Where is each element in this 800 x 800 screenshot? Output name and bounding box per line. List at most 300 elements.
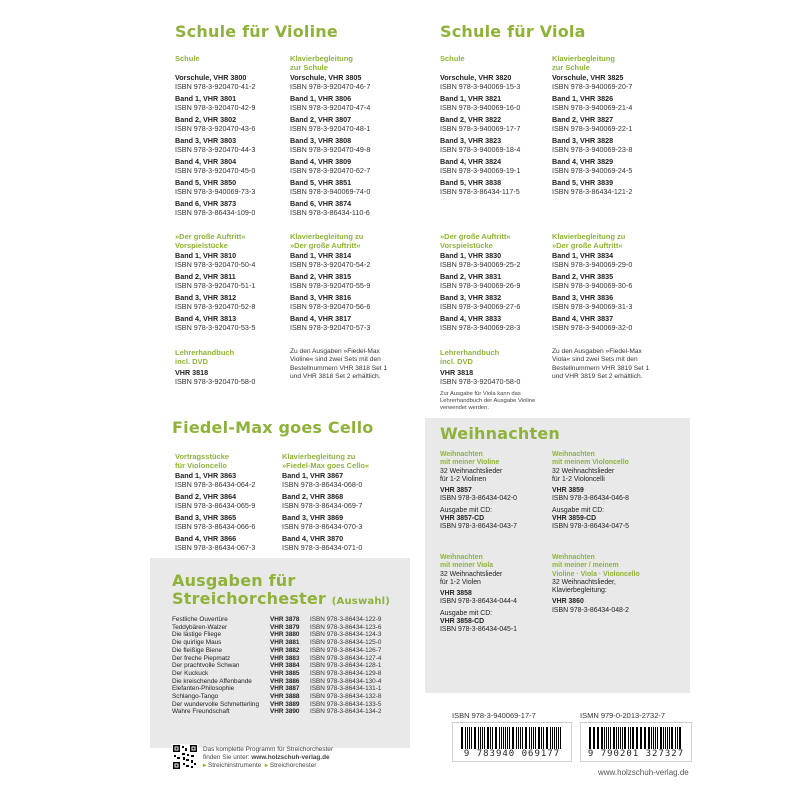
item-title: Band 4, VHR 3866 [175,533,237,543]
orchester-vhr-cell: VHR 3882 [270,646,300,654]
list-item [290,95,370,112]
barcode-bar [469,727,470,749]
item-isbn: ISBN 978-3-940069-30-6 [552,280,633,290]
item-title: Band 3, VHR 3823 [440,135,502,145]
barcode-bar [593,727,594,749]
barcode-bar [554,727,555,749]
item-title: Band 4, VHR 3870 [282,533,344,543]
orchester-vhr-cell: VHR 3881 [270,639,300,647]
orchester-isbn-cell: ISBN 978-3-86434-134-2 [310,708,382,716]
barcode-bar [513,727,514,749]
list-item [282,535,362,552]
orchester-isbn-cell: ISBN 978-3-86434-128-1 [310,662,382,670]
item-title: Band 3, VHR 3812 [175,292,237,302]
item-title: Band 3, VHR 3816 [290,292,352,302]
list-item [175,158,255,175]
list-item [282,493,362,510]
footer-url-link[interactable]: www.holzschuh-verlag.de [251,754,330,761]
item-isbn: ISBN 978-3-920470-45-0 [175,165,256,175]
barcode-bar [533,727,534,749]
orchester-vhr-cell: VHR 3885 [270,669,300,677]
arrow-icon: ▸ [203,762,207,769]
list-item [175,514,255,531]
link-streichorchester[interactable]: Streichorchester [269,762,317,769]
orchester-title-cell: Der freche Piepmatz [172,654,231,662]
item-title: Band 5, VHR 3850 [175,177,237,187]
item-title: Band 1, VHR 3826 [552,93,614,103]
orchester-isbn-cell: ISBN 978-3-86434-127-4 [310,654,382,662]
barcode-bar [488,727,489,749]
item-isbn: ISBN 978-3-940069-17-7 [440,123,521,133]
list-item [552,95,632,112]
orchester-title-cell: Festliche Ouvertüre [172,616,228,623]
orchester-footer: Das komplette Programm für Streichorchester finden Sie unter: www.holzschuh-verlag.de ▸ Streichinstrumente ▸ Streichorchester [203,746,333,769]
barcode-bar [507,727,508,749]
viola-lehrer-header: Lehrerhandbuch incl. DVD [440,348,500,366]
orchester-isbn-cell: ISBN 978-3-86434-125-0 [310,639,382,647]
list-item [440,158,520,175]
orchester-vhr-cell: VHR 3890 [270,708,300,716]
item-isbn: ISBN 978-3-920470-44-3 [175,144,256,154]
item-isbn: ISBN 978-3-86434-117-5 [440,186,520,196]
item-title: Band 1, VHR 3863 [175,471,237,480]
item-isbn: ISBN 978-3-86434-068-0 [282,479,363,489]
item-title: Band 4, VHR 3809 [290,156,352,166]
item-isbn: ISBN 978-3-940069-31-3 [552,301,633,311]
orchester-isbn-cell: ISBN 978-3-86434-129-8 [310,669,382,677]
table-row [172,701,381,709]
barcode-bar [503,727,504,749]
barcode-bar [520,727,521,749]
item-isbn: ISBN 978-3-86434-071-0 [282,542,363,552]
item-isbn: ISBN 978-3-940069-15-3 [440,81,521,91]
item-isbn: ISBN 978-3-920470-51-1 [175,280,256,290]
item-title: Band 3, VHR 3808 [290,135,352,145]
viola-auftritt-header: »Der große Auftritt« Vorspielstücke [440,232,511,250]
barcode-bar [529,727,530,749]
viola-schule-list [440,74,520,200]
orchester-vhr-cell: VHR 3883 [270,654,300,662]
table-row [172,631,381,639]
table-row [172,616,381,624]
item-isbn: ISBN 978-3-86434-064-2 [175,479,256,489]
item-isbn: ISBN 978-3-940069-22-1 [552,123,633,133]
barcode-bar [516,727,517,749]
barcode-bar [610,727,611,749]
table-row [172,624,381,632]
item-isbn: ISBN 978-3-920470-52-8 [175,301,256,311]
viola-lehrer: VHR 3818 ISBN 978-3-920470-58-0 [440,368,521,386]
list-item [282,472,362,489]
orchester-title-cell: Elefanten-Philosophie [172,685,235,693]
barcode-bar [526,727,527,749]
cello-kb-header: Klavierbegleitung zu »Fiedel-Max goes Cello« [282,452,370,470]
item-isbn: ISBN 978-3-86434-109-0 [175,207,256,217]
website-link[interactable]: www.holzschuh-verlag.de [598,768,689,777]
barcode-bar [552,727,553,749]
barcode-bar [669,727,670,749]
barcode-bar [495,727,496,749]
list-item [552,74,632,91]
barcode-bar [478,727,479,749]
violine-kb-list [290,74,370,221]
list-item [440,116,520,133]
list-item [290,294,370,311]
item-isbn: ISBN 978-3-86434-065-9 [175,500,256,510]
violine-schule-list [175,74,255,221]
orchester-isbn-cell: ISBN 978-3-86434-123-6 [310,623,382,631]
ismn-barcode-bars [589,727,683,749]
item-title: Band 2, VHR 3802 [175,114,237,124]
list-item [552,158,632,175]
orchester-title-cell: Wahre Freundschaft [172,708,230,716]
list-item [552,116,632,133]
item-title: Vorschule, VHR 3805 [290,73,362,82]
viola-note: Zu den Ausgaben »Fiedel-Max Viola« sind zwei Sets mit den Bestellnummern VHR 3819 Set 1 und VHR 3819 Set 2 erhältlich. [552,348,650,381]
item-title: Band 3, VHR 3869 [282,512,344,522]
barcode-bar [496,727,497,749]
isbn-barcode [452,722,572,762]
list-item [440,315,520,332]
qr-code[interactable] [172,744,198,770]
item-isbn: ISBN 978-3-920470-42-9 [175,102,256,112]
barcode-bar [628,727,629,749]
orchester-title-cell: Die fleißige Biene [172,646,223,654]
item-isbn: ISBN 978-3-86434-069-7 [282,500,363,510]
orchester-isbn-cell: ISBN 978-3-86434-132-8 [310,693,382,701]
item-title: Vorschule, VHR 3800 [175,73,247,82]
item-isbn: ISBN 978-3-940069-73-3 [175,186,256,196]
orchester-isbn-cell: ISBN 978-3-86434-122-9 [310,616,382,623]
list-item [290,137,370,154]
orchester-title-cell: Schlango-Tango [172,693,219,701]
item-title: Band 4, VHR 3824 [440,156,502,166]
item-isbn: ISBN 978-3-86434-110-6 [290,207,370,217]
item-title: Band 1, VHR 3806 [290,93,352,103]
item-title: Band 5, VHR 3851 [290,177,352,187]
item-isbn: ISBN 978-3-940069-28-3 [440,322,521,332]
list-item [175,200,255,217]
list-item [175,294,255,311]
item-title: Band 2, VHR 3827 [552,114,614,124]
orchester-title-cell: Die kreischende Affenbande [172,677,252,685]
barcode-bar [484,727,485,749]
barcode-bar [482,727,483,749]
item-title: Band 3, VHR 3803 [175,135,237,145]
item-isbn: ISBN 978-3-940069-29-0 [552,259,633,269]
orchester-isbn-cell: ISBN 978-3-86434-133-5 [310,700,382,708]
orchester-vhr-cell: VHR 3886 [270,677,300,685]
orchester-vhr-cell: VHR 3880 [270,631,300,639]
barcode-bar [558,727,559,749]
violine-note: Zu den Ausgaben »Fiedel-Max Violine« sind zwei Sets mit den Bestellnummern VHR 3818 Set 1 und VHR 3818 Set 2 erhältlich. [290,348,388,381]
item-isbn: ISBN 978-3-940069-74-0 [290,186,371,196]
orchester-title-cell: Der wundervolle Schmetterling [172,700,260,708]
item-isbn: ISBN 978-3-920470-48-1 [290,123,371,133]
item-title: Band 4, VHR 3837 [552,313,614,323]
list-item [552,273,632,290]
item-title: Band 6, VHR 3873 [175,198,237,208]
ismn-barcode [580,722,692,762]
item-isbn: ISBN 978-3-940069-25-2 [440,259,521,269]
violine-auftritt-kb-list [290,252,370,336]
item-isbn: ISBN 978-3-920470-55-9 [290,280,371,290]
item-isbn: ISBN 978-3-86434-121-2 [552,186,633,196]
item-title: Vorschule, VHR 3820 [440,73,512,82]
barcode-bar [465,727,466,749]
orchester-title-cell: Die lästige Fliege [172,631,222,639]
item-isbn: ISBN 978-3-940069-23-8 [552,144,633,154]
barcode-bar [622,727,623,749]
item-isbn: ISBN 978-3-940069-19-1 [440,165,521,175]
orchester-isbn-cell: ISBN 978-3-86434-131-1 [310,685,382,693]
list-item [440,95,520,112]
orchester-title-cell: Der Kuckuck [172,669,209,677]
barcode-bar [663,727,664,749]
barcode-bar [680,727,681,749]
list-item [552,179,632,196]
orchester-isbn-cell: ISBN 978-3-86434-126-7 [310,646,382,654]
list-item [175,273,255,290]
list-item [175,252,255,269]
table-row [172,685,381,693]
list-item [552,315,632,332]
item-title: Band 3, VHR 3828 [552,135,614,145]
weihnachten-title: Weihnachten [440,424,560,443]
list-item [552,252,632,269]
item-title: Band 1, VHR 3821 [440,93,502,103]
orchester-vhr-cell: VHR 3888 [270,693,300,701]
list-item [440,137,520,154]
list-item [175,315,255,332]
item-title: Band 1, VHR 3814 [290,251,352,260]
list-item [440,273,520,290]
list-item [552,294,632,311]
list-item [282,514,362,531]
violine-auftritt-kb-header: Klavierbegleitung zu »Der große Auftritt« [290,232,364,250]
table-row [172,662,381,670]
list-item [175,472,255,489]
item-title: Band 5, VHR 3839 [552,177,614,187]
orchester-vhr-cell: VHR 3887 [270,685,300,693]
table-row [172,678,381,686]
item-title: Band 6, VHR 3874 [290,198,352,208]
item-title: Band 2, VHR 3835 [552,271,614,281]
ismn-label: ISMN 979-0-2013-2732-7 [580,711,666,720]
barcode-bar [541,727,542,749]
barcode-bar [471,727,472,749]
list-item [175,137,255,154]
item-title: Band 3, VHR 3865 [175,512,237,522]
list-item [440,252,520,269]
viola-title: Schule für Viola [440,22,586,41]
orchester-vhr-cell: VHR 3884 [270,662,300,670]
barcode-bar [560,727,561,749]
orchester-title: Ausgaben für Streichorchester (Auswahl) [172,571,391,608]
item-title: Band 3, VHR 3836 [552,292,614,302]
barcode-bar [547,727,548,749]
item-isbn: ISBN 978-3-920470-57-3 [290,322,371,332]
item-isbn: ISBN 978-3-920470-49-8 [290,144,371,154]
item-title: Band 2, VHR 3831 [440,271,502,281]
table-row [172,693,381,701]
list-item [290,158,370,175]
table-row [172,670,381,678]
item-title: Band 4, VHR 3804 [175,156,237,166]
list-item [552,137,632,154]
barcode-bar [462,727,463,749]
list-item [290,179,370,196]
item-isbn: ISBN 978-3-920470-62-7 [290,165,371,175]
item-isbn: ISBN 978-3-920470-50-4 [175,259,256,269]
list-item [290,116,370,133]
orchester-vhr-cell: VHR 3878 [270,616,300,623]
barcode-bar [640,727,641,749]
barcode-bar [490,727,491,749]
orchester-title-cell: Die quirlige Maus [172,639,222,647]
viola-kb-list [552,74,632,200]
item-title: Band 1, VHR 3830 [440,251,502,260]
barcode-bar [604,727,605,749]
viola-auftritt-kb-header: Klavierbegleitung zu »Der große Auftritt« [552,232,626,250]
cello-vortrag-header: Vortragsstücke für Violoncello [175,452,230,470]
item-isbn: ISBN 978-3-940069-32-0 [552,322,633,332]
item-title: Band 4, VHR 3817 [290,313,352,323]
item-title: Band 2, VHR 3868 [282,491,344,501]
barcode-bar [657,727,658,749]
item-isbn: ISBN 978-3-940069-16-0 [440,102,521,112]
barcode-bar [509,727,510,749]
ismn-barcode-digits: 9 790201 327327 [587,749,685,759]
item-title: Band 2, VHR 3811 [175,271,236,281]
item-isbn: ISBN 978-3-920470-47-4 [290,102,371,112]
list-item [440,179,520,196]
list-item [175,179,255,196]
item-isbn: ISBN 978-3-940069-24-5 [552,165,633,175]
arrow-icon: ▸ [264,762,269,769]
table-row [172,647,381,655]
list-item [440,74,520,91]
orchester-isbn-cell: ISBN 978-3-86434-130-4 [310,677,382,685]
item-isbn: ISBN 978-3-920470-56-6 [290,301,371,311]
item-title: Band 5, VHR 3838 [440,177,502,187]
weihnachten-violine: Weihnachten mit meiner Violine 32 Weihnachtslieder für 1-2 Violinen VHR 3857 ISBN 978-3-86434-042-0 Ausgabe mit CD: VHR 3857-CD ISBN 978-3-86434-043-7 [440,451,517,531]
item-title: Band 4, VHR 3833 [440,313,502,323]
viola-lehrer-note: Zur Ausgabe für Viola kann das Lehrerhandbuch der Ausgabe Violine verwendet werden. [440,391,536,411]
barcode-bar [616,727,617,749]
item-isbn: ISBN 978-3-940069-21-4 [552,102,633,112]
item-title: Band 2, VHR 3822 [440,114,502,124]
item-isbn: ISBN 978-3-940069-20-7 [552,81,633,91]
item-isbn: ISBN 978-3-920470-46-7 [290,81,371,91]
item-title: Band 2, VHR 3815 [290,271,352,281]
violine-auftritt-header: »Der große Auftritt« Vorspielstücke [175,232,246,250]
item-isbn: ISBN 978-3-86434-066-6 [175,521,256,531]
barcode-bar [675,727,676,749]
item-title: Band 4, VHR 3813 [175,313,237,323]
barcode-bar [598,727,599,749]
barcode-bar [475,727,476,749]
item-title: Band 2, VHR 3864 [175,491,237,501]
orchester-title-cell: Der prachtvolle Schwan [172,662,240,670]
item-isbn: ISBN 978-3-940069-27-6 [440,301,521,311]
list-item [175,535,255,552]
isbn-barcode-bars [461,727,563,749]
cello-title: Fiedel-Max goes Cello [172,418,374,437]
item-title: Band 1, VHR 3834 [552,251,614,260]
list-item [175,95,255,112]
barcode-bar [546,727,547,749]
link-streichinstrumente[interactable]: Streichinstrumente [208,762,262,769]
item-title: Band 2, VHR 3807 [290,114,352,124]
isbn-label: ISBN 978-3-940069-17-7 [452,711,536,720]
cello-kb-list [282,472,362,556]
list-item [290,252,370,269]
isbn-barcode-digits: 9 783940 069177 [463,749,561,759]
viola-auftritt-kb-list [552,252,632,336]
list-item [175,116,255,133]
list-item [290,74,370,91]
item-title: Band 3, VHR 3832 [440,292,502,302]
orchester-title-cell: Teddybären-Walzer [172,623,228,631]
violine-kb-header: Klavierbegleitung zur Schule [290,54,353,72]
table-row [172,639,381,647]
barcode-bar [651,727,652,749]
table-row [172,708,381,716]
orchester-vhr-cell: VHR 3889 [270,700,300,708]
barcode-bar [645,727,646,749]
weihnachten-mixed: Weihnachten mit meiner / meinem Violine · Viola · Violoncello 32 Weihnachtslieder, Klavierbegleitung: VHR 3860 ISBN 978-3-86434-048-2 [552,554,640,614]
item-title: Band 1, VHR 3867 [282,471,344,480]
violine-schule-header: Schule [175,54,200,63]
item-title: Band 4, VHR 3829 [552,156,614,166]
item-title: Vorschule, VHR 3825 [552,73,624,82]
item-isbn: ISBN 978-3-920470-54-2 [290,259,371,269]
item-isbn: ISBN 978-3-940069-18-4 [440,144,521,154]
violine-lehrer-header: Lehrerhandbuch incl. DVD [175,348,235,366]
list-item [290,273,370,290]
item-isbn: ISBN 978-3-940069-26-9 [440,280,521,290]
table-row [172,655,381,663]
violine-lehrer: VHR 3818 ISBN 978-3-920470-58-0 [175,368,256,386]
cello-vortrag-list [175,472,255,556]
list-item [175,493,255,510]
weihnachten-cello: Weihnachten mit meinem Violoncello 32 Weihnachtslieder für 1-2 Violoncelli VHR 3859 ISBN 978-3-86434-046-8 Ausgabe mit CD: VHR 3859-CD ISBN 978-3-86434-047-5 [552,451,629,531]
weihnachten-viola: Weihnachten mit meiner Viola 32 Weihnachtslieder für 1-2 Violen VHR 3858 ISBN 978-3-86434-044-4 Ausgabe mit CD: VHR 3858-CD ISBN 978-3-86434-045-1 [440,554,517,634]
violine-auftritt-list [175,252,255,336]
item-title: Band 1, VHR 3801 [175,93,237,103]
list-item [290,200,370,217]
item-isbn: ISBN 978-3-86434-067-3 [175,542,256,552]
orchester-list [172,616,381,716]
item-isbn: ISBN 978-3-920470-43-6 [175,123,256,133]
viola-kb-header: Klavierbegleitung zur Schule [552,54,615,72]
barcode-bar [501,727,502,749]
barcode-bar [535,727,536,749]
barcode-bar [522,727,523,749]
item-title: Band 1, VHR 3810 [175,251,237,260]
item-isbn: ISBN 978-3-920470-41-2 [175,81,256,91]
list-item [440,294,520,311]
barcode-bar [633,727,634,749]
list-item [175,74,255,91]
viola-auftritt-list [440,252,520,336]
orchester-vhr-cell: VHR 3879 [270,623,300,631]
viola-schule-header: Schule [440,54,465,63]
item-isbn: ISBN 978-3-920470-53-5 [175,322,256,332]
item-isbn: ISBN 978-3-86434-070-3 [282,521,363,531]
list-item [290,315,370,332]
